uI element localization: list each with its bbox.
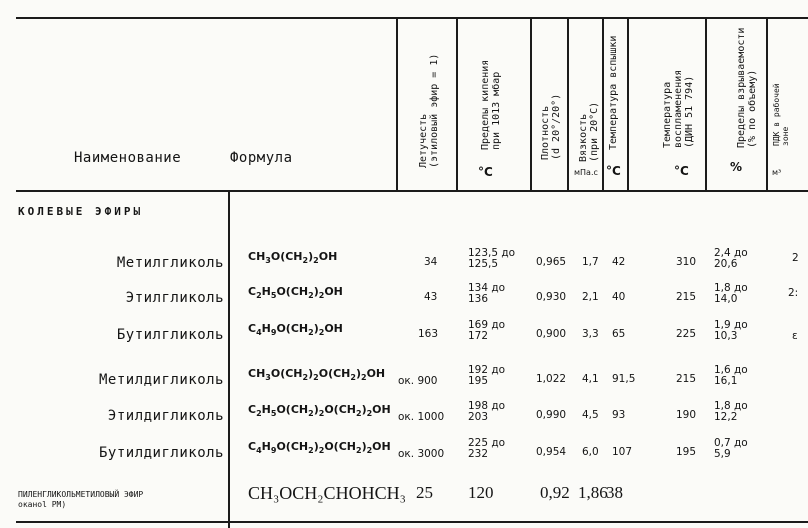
header-formula: Формула [230, 150, 293, 166]
header-density: Плотность (d 20°/20°) [540, 93, 562, 160]
header-mac: ПДК в рабочей зоне [772, 83, 790, 146]
cell-volatility: ок. 1000 [398, 411, 445, 423]
header-ignition: Температура воспламенения (ДИН 51 794) [662, 69, 695, 148]
cell-viscosity: 1,7 [582, 256, 599, 268]
cell-ignition: 215 [676, 373, 697, 385]
cell-explosive: 2,4 до 20,6 [714, 247, 748, 270]
row-name: Бутилдигликоль [98, 445, 224, 461]
cell-viscosity: 2,1 [582, 291, 599, 303]
col-divider-boiling [456, 17, 458, 191]
last-row-boiling: 120 [468, 483, 494, 502]
cell-density: 0,930 [536, 291, 567, 303]
unit-flash: °С [606, 164, 621, 178]
unit-viscosity: мПа.с [574, 168, 598, 177]
header-name: Наименование [74, 150, 182, 166]
col-divider-formula [228, 190, 230, 528]
col-divider-density [530, 17, 532, 191]
header-viscosity: Вязкость (при 20°С) [578, 101, 600, 162]
last-row-flash: 38 [606, 483, 623, 502]
last-row-density: 0,92 [540, 483, 570, 502]
cell-boiling: 198 до 203 [468, 400, 506, 423]
header-boiling: Пределы кипения при 1013 мбар [480, 59, 502, 150]
cell-boiling: 123,5 до 125,5 [468, 247, 516, 270]
unit-explosive: % [730, 160, 743, 174]
row-formula: $CH_3O(CH_2)_2O(CH_2)_2OH$ [248, 367, 386, 383]
cell-boiling: 169 до 172 [468, 319, 506, 342]
cell-density: 0,965 [536, 256, 567, 268]
last-row-formula: CH₃OCH₂CHOHCH₃ [248, 483, 406, 503]
cell-flash: 93 [612, 409, 626, 421]
row-formula: $C_2H_5O(CH_2)_2OH$ [248, 285, 343, 301]
cell-viscosity: 3,3 [582, 328, 599, 340]
cell-flash: 40 [612, 291, 626, 303]
last-row-viscosity: 1,86 [578, 483, 608, 502]
section-title: КОЛЕВЫЕ ЭФИРЫ [18, 205, 144, 218]
cell-volatility: ок. 3000 [398, 448, 445, 460]
row-name: Метилгликоль [116, 255, 224, 271]
edge-value-1: 2 [792, 252, 799, 264]
cell-density: 0,990 [536, 409, 567, 421]
row-formula: $C_4H_9O(CH_2)_2OH$ [248, 322, 343, 338]
table-bottom-rule [16, 521, 808, 523]
last-row-volatility: 25 [416, 483, 433, 502]
cell-density: 0,954 [536, 446, 567, 458]
cell-ignition: 190 [676, 409, 697, 421]
col-divider-mac [766, 17, 768, 191]
unit-boiling: °С [478, 165, 493, 179]
row-formula: $CH_3O(CH_2)_2OH$ [248, 250, 338, 266]
col-divider-viscosity [567, 17, 569, 191]
cell-volatility: 163 [418, 328, 439, 340]
cell-density: 0,900 [536, 328, 567, 340]
col-divider-ignition [627, 17, 629, 191]
cell-volatility: 43 [424, 291, 438, 303]
cell-flash: 91,5 [612, 373, 636, 385]
row-formula: $C_4H_9O(CH_2)_2O(CH_2)_2OH$ [248, 440, 391, 456]
header-explosive: Пределы взрываемости (% по объему) [736, 27, 758, 148]
cell-explosive: 1,8 до 14,0 [714, 282, 748, 305]
edge-value-2: 2: [788, 287, 799, 299]
cell-flash: 107 [612, 446, 633, 458]
cell-ignition: 215 [676, 291, 697, 303]
cell-ignition: 310 [676, 256, 697, 268]
cell-explosive: 1,8 до 12,2 [714, 400, 748, 423]
row-name: Метилдигликоль [98, 372, 224, 388]
last-row-name: ПИЛЕНГЛИКОЛЬМЕТИЛОВЫЙ ЭФИР оканol РМ) [18, 490, 144, 509]
row-formula: $C_2H_5O(CH_2)_2O(CH_2)_2OH$ [248, 403, 391, 419]
row-name: Этилдигликоль [107, 408, 224, 424]
cell-explosive: 1,6 до 16,1 [714, 364, 748, 387]
header-flash: Температура вспышки [608, 35, 619, 150]
cell-volatility: ок. 900 [398, 375, 438, 387]
cell-boiling: 134 до 136 [468, 282, 506, 305]
col-divider-flash [602, 17, 604, 191]
row-name: Бутилгликоль [116, 327, 224, 343]
col-divider-volatility [396, 17, 398, 191]
table-top-rule [16, 17, 808, 19]
cell-viscosity: 4,1 [582, 373, 599, 385]
cell-density: 1,022 [536, 373, 567, 385]
cell-volatility: 34 [424, 256, 438, 268]
row-name: Этилгликоль [125, 290, 224, 306]
cell-viscosity: 6,0 [582, 446, 599, 458]
cell-ignition: 195 [676, 446, 697, 458]
header-bottom-rule [16, 190, 808, 192]
cell-boiling: 192 до 195 [468, 364, 506, 387]
cell-ignition: 225 [676, 328, 697, 340]
unit-mac: м³ [772, 168, 782, 177]
cell-viscosity: 4,5 [582, 409, 599, 421]
cell-explosive: 1,9 до 10,3 [714, 319, 748, 342]
cell-flash: 65 [612, 328, 626, 340]
col-divider-explosive [705, 17, 707, 191]
edge-value-3: ε [792, 330, 798, 342]
cell-flash: 42 [612, 256, 626, 268]
cell-boiling: 225 до 232 [468, 437, 506, 460]
header-volatility: Летучесть (этиловый эфир = 1) [418, 53, 440, 168]
unit-ignition: °С [674, 164, 689, 178]
cell-explosive: 0,7 до 5,9 [714, 437, 748, 460]
